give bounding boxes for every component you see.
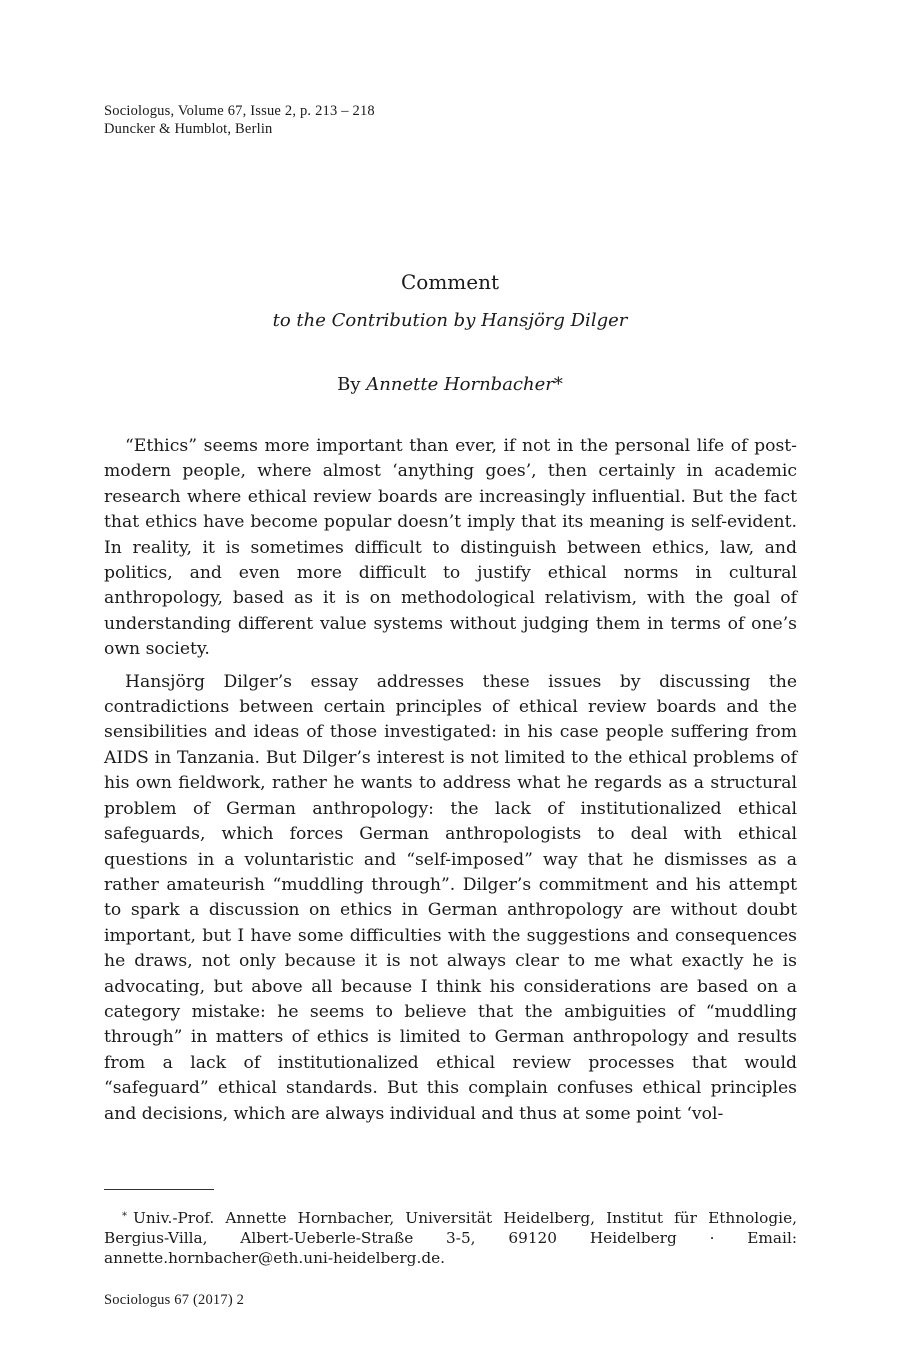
footnote-mark: * bbox=[122, 1211, 127, 1222]
running-header bbox=[104, 102, 375, 138]
author-footnote-mark: * bbox=[553, 374, 563, 395]
byline bbox=[104, 372, 796, 398]
footnote bbox=[104, 1207, 797, 1268]
body-paragraph-1: “Ethics” seems more important than ever, if not in the personal life of post-modern people, where almost ‘anything goes’, then certainly in academic research where ethical review boards are increasingly influential. But the fact that ethics have become popular doesn’t imply that its meaning is self-evident. In reality, it is sometimes difficult to distinguish between ethics, law, and politics, and even more difficult to justify ethical norms in cultural anthropology, based as it is on methodological relativism, with the goal of understanding different value systems without judging them in terms of one’s own society. bbox=[104, 436, 797, 660]
byline-prefix: By bbox=[337, 374, 367, 395]
running-footer: Sociologus 67 (2017) 2 bbox=[104, 1292, 245, 1308]
article-title: Comment bbox=[400, 270, 500, 294]
publisher-line: Duncker & Humblot, Berlin bbox=[104, 121, 273, 137]
footnote-divider bbox=[104, 1189, 214, 1190]
footnote-text: Univ.-Prof. Annette Hornbacher, Universität Heidelberg, Institut für Ethnologie, Bergius-Villa, Albert-Ueberle-Straße 3-5, 69120 Heidelberg · Email: annette.hornbacher@eth.uni-heidelberg.de. bbox=[104, 1209, 797, 1267]
body-paragraph-2: Hansjörg Dilger’s essay addresses these issues by discussing the contradictions between certain principles of ethical review boards and the sensibilities and ideas of those investigated: in his case people suffering from AIDS in Tanzania. But Dilger’s interest is not limited to the ethical problems of his own fieldwork, rather he wants to address what he regards as a structural problem of German anthropology: the lack of institutionalized ethical safeguards, which forces German anthropologists to deal with ethical questions in a voluntaristic and “self-imposed” way that he dismisses as a rather amateurish “muddling through”. Dilger’s commitment and his attempt to spark a discussion on ethics in German anthropology are without doubt important, but I have some difficulties with the suggestions and consequences he draws, not only because it is not always clear to me what exactly he is advocating, but above all because I think his considerations are based on a category mistake: he seems to believe that the ambiguities of “muddling through” in matters of ethics is limited to German anthropology and results from a lack of institutionalized ethical review processes that would “safeguard” ethical standards. But this complain confuses ethical principles and decisions, which are always individual and thus at some point ‘vol- bbox=[104, 671, 797, 1124]
journal-citation: Sociologus, Volume 67, Issue 2, p. 213 – 218 bbox=[104, 103, 375, 119]
author-name: Annette Hornbacher bbox=[366, 374, 554, 395]
article-body bbox=[104, 434, 797, 1127]
article-subtitle: to the Contribution by Hansjörg Dilger bbox=[272, 310, 628, 331]
